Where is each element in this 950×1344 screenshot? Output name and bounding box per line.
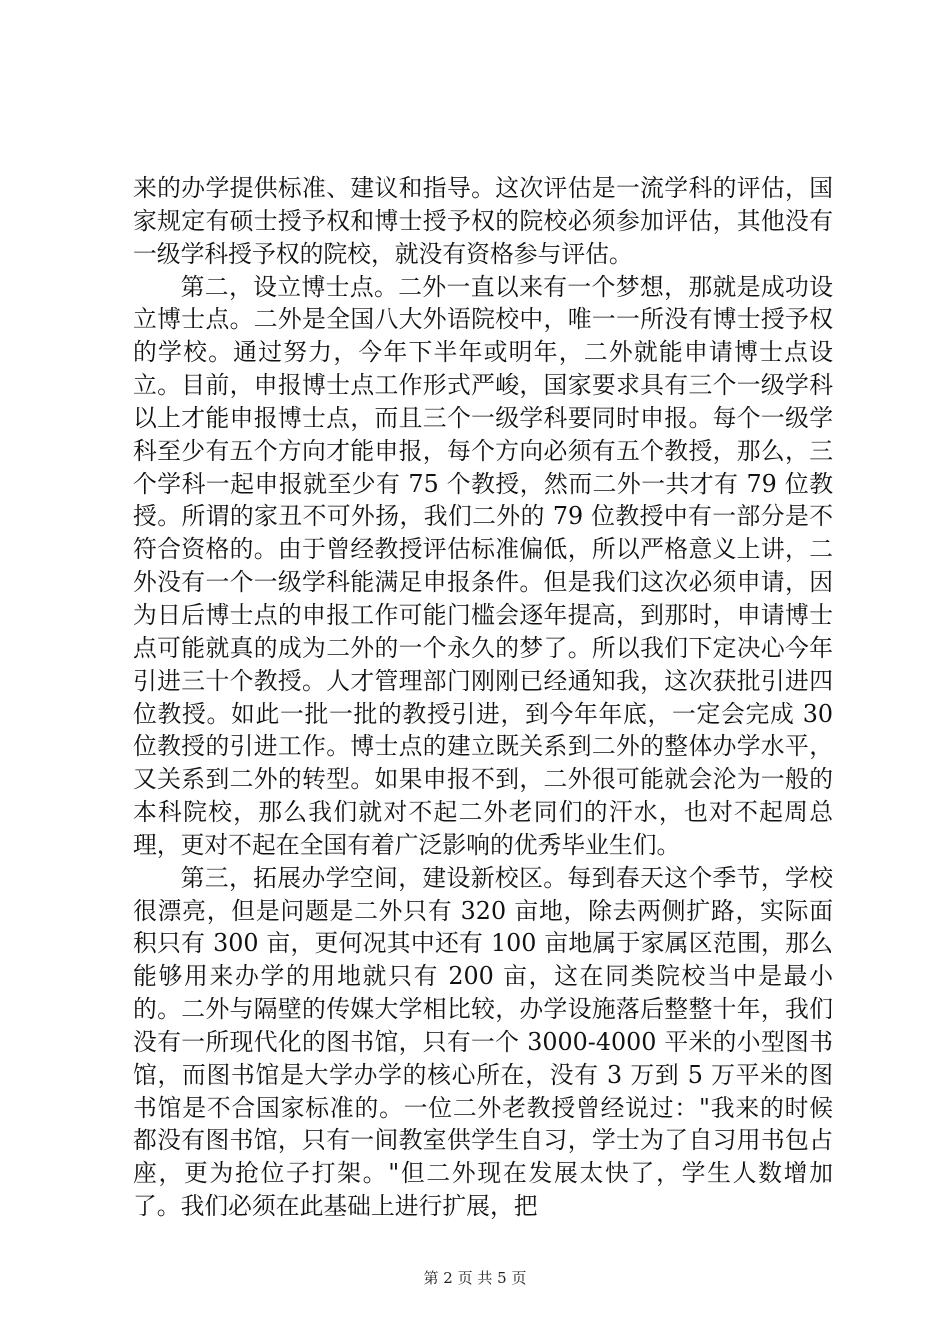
paragraph-continued: 来的办学提供标准、建议和指导。这次评估是一流学科的评估，国家规定有硕士授予权和博士授予权的院校必须参加评估，其他没有一级学科授予权的院校，就没有资格参与评估。 [133,174,833,268]
paragraph-doctoral-program: 第二，设立博士点。二外一直以来有一个梦想，那就是成功设立博士点。二外是全国八大外语院校中，唯一一所没有博士授予权的学校。通过努力，今年下半年或明年，二外就能申请博士点设立。目前，申报博士点工作形式严峻，国家要求具有三个一级学科以上才能申报博士点，而且三个一级学科要同时申报。每个一级学科至少有五个方向才能申报，每个方向必须有五个教授，那么，三个学科一起申报就至少有 75 个教授，然而二外一共才有 79 位教授。所谓的家丑不可外扬，我们二外的 79 位教授中有一部分是不符合资格的。由于曾经教授评估标准偏低，所以严格意义上讲，二外没有一个一级学科能满足申报条件。但是我们这次必须申请，因为日后博士点的申报工作可能门槛会逐年提高，到那时，申请博士点可能就真的成为二外的一个永久的梦了。所以我们下定决心今年引进三十个教授。人才管理部门刚刚已经通知我，这次获批引进四位教授。如此一批一批的教授引进，到今年年底，一定会完成 30 位教授的引进工作。博士点的建立既关系到二外的整体办学水平，又关系到二外的转型。如果申报不到，二外很可能就会沦为一般的本科院校，那么我们就对不起二外老同们的汗水，也对不起周总理，更对不起在全国有着广泛影响的优秀毕业生们。 [133,272,833,859]
page-footer: 第 2 页 共 5 页 [423,1269,527,1287]
paragraph-new-campus: 第三，拓展办学空间，建设新校区。每到春天这个季节，学校很漂亮，但是问题是二外只有 320 亩地，除去两侧扩路，实际面积只有 300 亩，更何况其中还有 100 亩地属于家属区范围，那么能够用来办学的用地就只有 200 亩，这在同类院校当中是最小的。二外与隔壁的传媒大学相比较，办学设施落后整整十年，我们没有一所现代化的图书馆，只有一个 3000-4000 平米的小型图书馆，而图书馆是大学办学的核心所在，没有 3 万到 5 万平米的图书馆是不合国家标准的。一位二外老教授曾经说过："我来的时候都没有图书馆，只有一间教室供学生自习，学士为了自习用书包占座，更为抢位子打架。"但二外现在发展太快了，学生人数增加了。我们必须在此基础上进行扩展，把 [133,863,833,1221]
document-body [133,172,833,1223]
